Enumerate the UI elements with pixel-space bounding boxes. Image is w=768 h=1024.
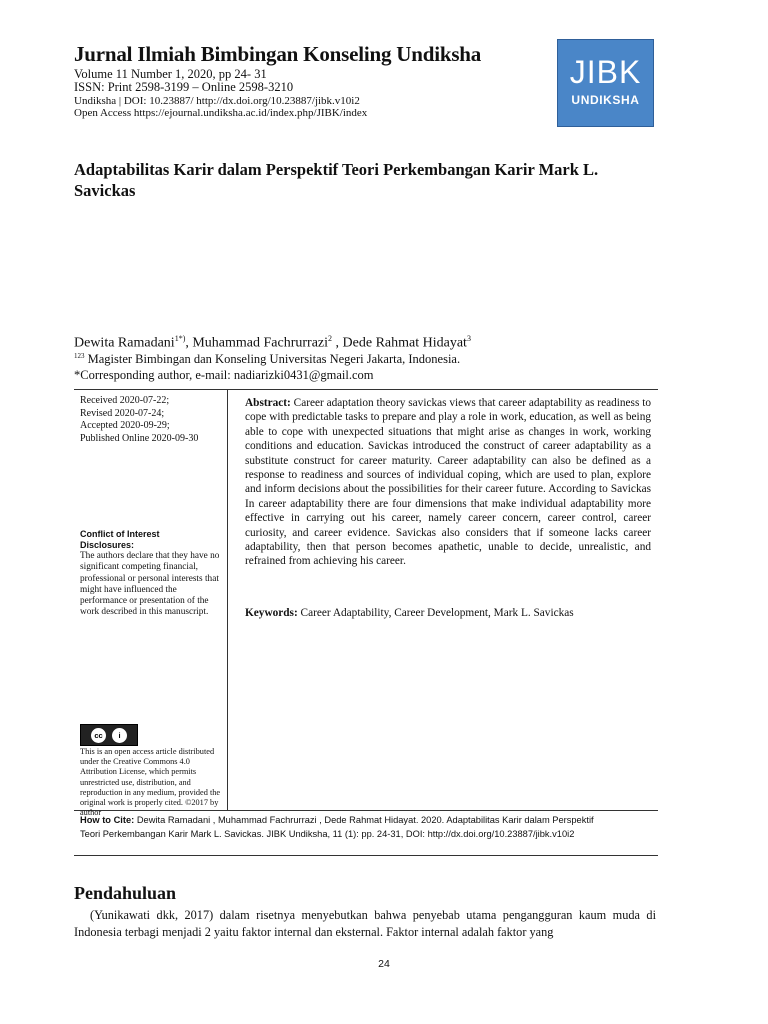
volume-line: Volume 11 Number 1, 2020, pp 24- 31 [74, 67, 267, 81]
author-superscript: 2 [328, 334, 333, 343]
keywords-label: Keywords: [245, 607, 298, 619]
author-name: , Muhammad Fachrurrazi [185, 335, 329, 351]
corresponding-author[interactable]: *Corresponding author, e-mail: nadiarizki0431@gmail.com [74, 368, 374, 382]
journal-title: Jurnal Ilmiah Bimbingan Konseling Undiksha [74, 42, 482, 66]
attribution-icon: i [112, 728, 127, 743]
cite-line[interactable]: Teori Perkembangan Karir Mark L. Savickas. JIBK Undiksha, 11 (1): pp. 24-31, DOI: http://dx.doi.org/10.23887/jibk.v10i2 [80, 828, 575, 839]
abstract-label: Abstract: [245, 397, 291, 409]
page-number: 24 [378, 958, 390, 970]
column-divider [227, 389, 228, 810]
body-paragraph [74, 907, 656, 941]
article-dates [80, 395, 198, 445]
affiliation [74, 352, 460, 367]
logo-sub-text: UNDIKSHA [571, 93, 640, 107]
keywords [245, 607, 651, 619]
abstract [245, 396, 651, 569]
affiliation-superscript: 123 [74, 352, 85, 360]
open-access-line[interactable]: Open Access https://ejournal.undiksha.ac.id/index.php/JIBK/index [74, 107, 368, 119]
author-list [74, 334, 471, 352]
issn-line: ISSN: Print 2598-3199 – Online 2598-3210 [74, 80, 294, 94]
doi-line[interactable]: Undiksha | DOI: 10.23887/ http://dx.doi.org/10.23887/jibk.v10i2 [74, 95, 360, 107]
received-date: Received 2020-07-22; [80, 395, 170, 406]
top-divider [74, 389, 658, 390]
coi-heading [80, 529, 160, 551]
published-date: Published Online 2020-09-30 [80, 432, 199, 444]
cc-by-badge[interactable] [80, 724, 138, 746]
cite-line: Dewita Ramadani , Muhammad Fachrurrazi , Dede Rahmat Hidayat. 2020. Adaptabilitas Karir dalam Perspektif [134, 815, 594, 825]
cc-icon: cc [91, 728, 106, 743]
abstract-text: Career adaptation theory savickas views that career adaptability as readiness to cope with predictable tasks to prepare and play a role in work, education, as well as being able to cope with unexpected situations that might arise as changes in work, working conditions and education. Savickas introduced the construct of career adaptability as a substitute construct for career maturity. Career adaptability can also be defined as a response to readiness and sources of individual coping, which are used to plan, explore and inform decisions about the possibilities for their career future. According to Savickas In career adaptability there are four dimensions that make individual adaptability more effective in carrying out his career, namely career concern, career control, career curiosity, and career evidence. Savickas also considers that if someone lacks career adaptability, then that person becomes apathetic, unable to decide, unrealistic, and refrained from achieving his career. [245, 397, 651, 568]
logo-main-text: JIBK [569, 54, 642, 90]
coi-heading-line: Disclosures: [80, 540, 135, 550]
author-name: Dewita Ramadani [74, 335, 175, 351]
article-title: Adaptabilitas Karir dalam Perspektif Teori Perkembangan Karir Mark L. Savickas [74, 160, 599, 200]
author-name: , Dede Rahmat Hidayat [332, 335, 467, 351]
keywords-text: Career Adaptability, Career Development, Mark L. Savickas [297, 607, 574, 619]
coi-heading-line: Conflict of Interest [80, 529, 160, 539]
license-text: This is an open access article distributed under the Creative Commons 4.0 Attribution License, which permits unrestricted use, distribution, and reproduction in any medium, provided the original work is properly cited. ©2017 by author [80, 747, 221, 818]
how-to-cite [80, 814, 660, 841]
author-superscript: 1*) [174, 334, 186, 343]
accepted-date: Accepted 2020-09-29; [80, 420, 170, 431]
cite-label: How to Cite: [80, 815, 135, 825]
affiliation-text: Magister Bimbingan dan Konseling Universitas Negeri Jakarta, Indonesia. [84, 352, 461, 367]
section-heading: Pendahuluan [74, 883, 177, 903]
body-paragraph-text: (Yunikawati dkk, 2017) dalam risetnya menyebutkan bahwa penyebab utama pengangguran kaum muda di Indonesia terbagi menjadi 2 yaitu faktor internal dan eksternal. Faktor internal adalah faktor yang [74, 908, 656, 939]
citation-bottom-divider [74, 855, 658, 856]
author-superscript: 3 [466, 334, 471, 343]
revised-date: Revised 2020-07-24; [80, 407, 165, 419]
journal-logo [557, 39, 654, 127]
coi-text: The authors declare that they have no significant competing financial, professional or personal interests that might have influenced the performance or presentation of the work described in this manuscript. [80, 551, 220, 618]
